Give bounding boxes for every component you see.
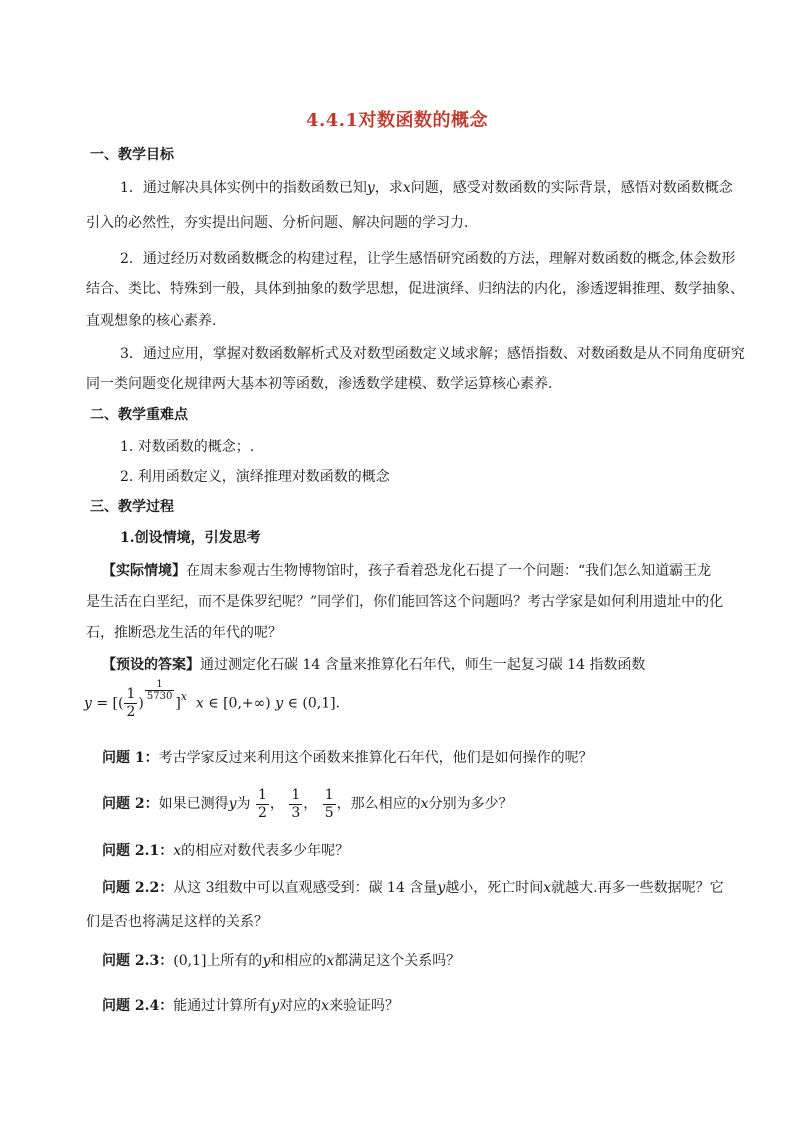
math-var-x: x [420, 796, 429, 812]
text-run: 对应的 [279, 998, 322, 1014]
question-2-2-line-2: 们是否也将满足这样的关系？ [86, 914, 268, 930]
formula-part: ) [138, 695, 144, 712]
section-heading-goals: 一、教学目标 [90, 147, 174, 163]
answer-label: 【预设的答案】 [102, 657, 200, 673]
math-var-x: x [543, 880, 552, 896]
question-2-2-line-1 [102, 878, 742, 898]
goal-3-line-2: 同一类问题变化规律两大基本初等函数，渗透数学建模、数学运算核心素养. [86, 376, 553, 392]
text-run: 在周末参观古生物博物馆时，孩子看着恐龙化石提了一个问题：“我们怎么知道霸王龙 [186, 563, 712, 579]
question-2-4 [102, 996, 742, 1016]
text-run: 考古学家反过来利用这个函数来推算化石年代，他们是如何操作的呢？ [158, 750, 593, 766]
question-label: 问题 2.4： [102, 998, 174, 1014]
fraction-one-third [289, 787, 302, 822]
text-run: 来验证吗？ [329, 998, 400, 1014]
math-var-y: y [228, 796, 237, 812]
fraction-one-half [124, 686, 137, 721]
text-run: 和相应的 [270, 953, 327, 969]
text-run: 分别为多少？ [428, 796, 513, 812]
question-label: 问题 2.3： [102, 953, 174, 969]
denominator: 2 [258, 804, 267, 821]
question-label: 问题 1： [102, 750, 159, 766]
math-var-y: y [366, 180, 375, 196]
goal-3-line-1: 3．通过应用，掌握对数函数解析式及对数型函数定义域求解；感悟指数、对数函数是从不同角度研究 [120, 346, 745, 362]
denominator: 3 [291, 804, 301, 821]
math-var-x: x [195, 695, 204, 712]
text-run: 问题，感受对数函数的实际背景，感悟对数函数概念 [410, 180, 733, 196]
goal-1-line-2: 引入的必然性，夯实提出问题、分析问题、解决问题的学习力. [86, 215, 469, 231]
math-var-x: x [402, 180, 411, 196]
math-var-x: x [326, 953, 335, 969]
answer-line-1 [102, 655, 742, 675]
text-run: 能通过计算所有 [173, 998, 272, 1014]
situation-label: 【实际情境】 [102, 563, 186, 579]
formula-part: = [( [91, 695, 124, 712]
formula-part: ∈ (0,1]. [283, 695, 341, 712]
question-2-3 [102, 951, 742, 971]
formula-part: ∈ [0,+∞) [203, 695, 276, 712]
numerator: 1 [291, 786, 301, 803]
key-point-2: 2. 利用函数定义，演绎推理对数函数的概念 [120, 469, 390, 485]
math-var-y: y [437, 880, 446, 896]
text-run: 通过测定化石碳 14 含量来推算化石年代，师生一起复习碳 14 指数函数 [200, 657, 646, 673]
question-label: 问题 2.1： [102, 843, 174, 859]
numerator: 1 [126, 686, 136, 702]
numerator: 1 [324, 786, 334, 803]
text-run: 就越大.再多一些数据呢？它 [551, 880, 724, 896]
question-label: 问题 2： [102, 796, 159, 812]
formula-part: ] [175, 695, 181, 712]
goal-2-line-3: 直观想象的核心素养. [86, 313, 217, 329]
denominator: 5 [324, 804, 334, 821]
text-run: ，求 [374, 180, 403, 196]
goal-2-line-2: 结合、类比、特殊到一般，具体到抽象的数学思想，促进演绎、归纳法的内化，渗透逻辑推理、数学抽象、 [86, 281, 744, 297]
math-var-y: y [84, 695, 92, 712]
text-run: 的相应对数代表多少年呢？ [181, 843, 350, 859]
text-run: 都满足这个关系吗？ [334, 953, 461, 969]
text-run: 从这 3组数中可以直观感受到：碳 14 含量 [173, 880, 438, 896]
situation-line-2: 是生活在白垩纪，而不是侏罗纪呢？”同学们，你们能回答这个问题吗？考古学家是如何利用遗址中的化 [86, 594, 724, 610]
situation-line-1 [102, 561, 742, 581]
math-var-y: y [271, 998, 280, 1014]
goal-2-line-1: 2．通过经历对数函数概念的构建过程，让学生感悟研究函数的方法，理解对数函数的概念,体会数形 [120, 251, 736, 267]
math-var-x: x [173, 843, 182, 859]
numerator: 1 [145, 679, 174, 691]
denominator: 5730 [146, 691, 173, 702]
fraction-exponent [145, 679, 174, 702]
numerator: 1 [258, 786, 267, 803]
math-var-x: x [321, 998, 330, 1014]
question-2-1 [102, 841, 742, 861]
fraction-one-fifth [323, 787, 336, 822]
math-var-y: y [262, 953, 271, 969]
text-run: 如果已测得 [158, 796, 229, 812]
question-label: 问题 2.2： [102, 880, 174, 896]
fraction-one-half [256, 787, 269, 822]
text-run: ，那么相应的 [336, 796, 421, 812]
math-var-y: y [275, 695, 284, 712]
step-1-heading: 1.创设情境，引发思考 [120, 530, 261, 546]
situation-line-3: 石，推断恐龙生活的年代的呢？ [86, 625, 282, 641]
text-run: 越小，死亡时间 [445, 880, 544, 896]
math-var-x: x [180, 689, 188, 703]
text-run: 上所有的 [206, 953, 263, 969]
question-2: 问题 2：如果已测得y为 $\frac{1}{2}$ ， $\frac{1}{3}$ ， $\frac{1}{5}$ ，那么相应的x分别为多少？ [102, 786, 513, 821]
doc-title: 4.4.1对数函数的概念 [305, 110, 489, 131]
text-run: 为 [236, 796, 251, 812]
goal-1-line-1 [120, 178, 760, 198]
text-run: 1．通过解决具体实例中的指数函数已知 [120, 180, 367, 196]
exponent [144, 679, 175, 702]
section-heading-key-points: 二、教学重难点 [90, 407, 188, 423]
section-heading-process: 三、教学过程 [90, 499, 174, 515]
exponent-x [181, 690, 187, 703]
key-point-1: 1. 对数函数的概念；. [120, 439, 255, 455]
question-1 [102, 748, 742, 768]
math-interval: (0,1] [173, 953, 207, 969]
denominator: 2 [126, 704, 136, 720]
carbon-14-formula [84, 679, 341, 721]
